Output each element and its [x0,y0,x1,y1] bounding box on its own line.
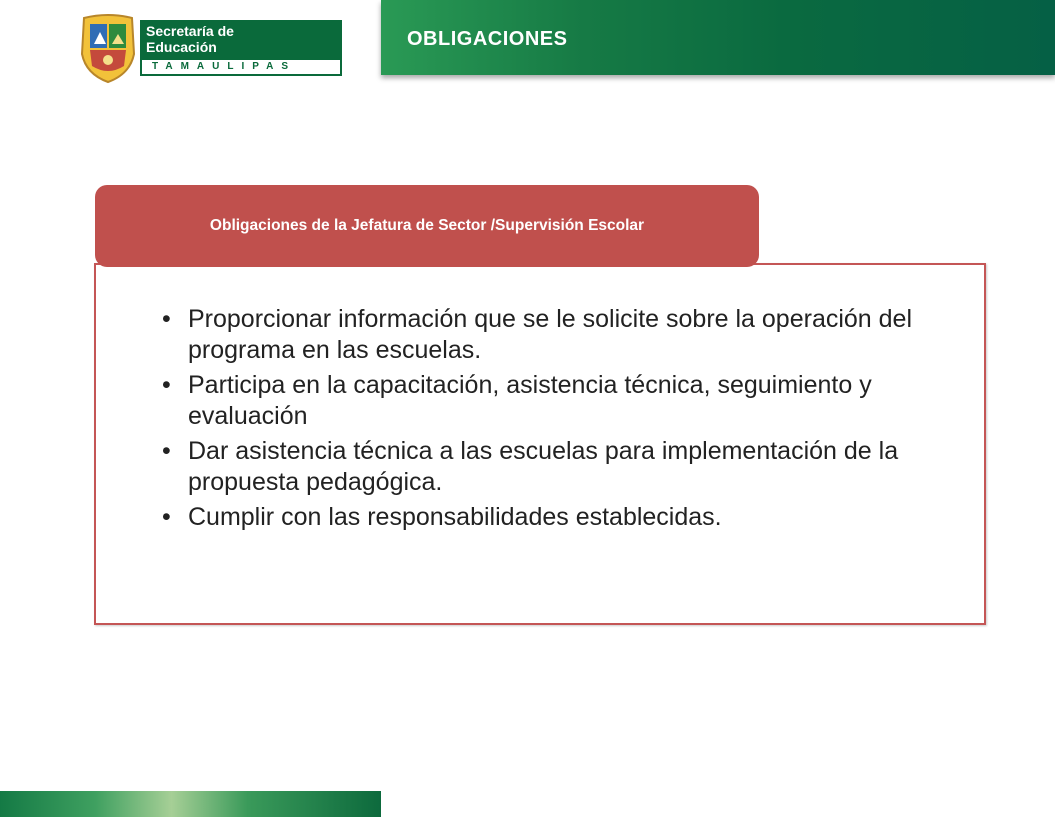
header-bar [381,0,1055,75]
list-item: • Proporcionar información que se le solicite sobre la operación del programa en las escuelas. [160,304,960,366]
brand-subline: TAMAULIPAS [140,60,342,76]
footer-bar [0,791,381,817]
brand-box [140,20,342,76]
brand-line1: Secretaría de [146,23,234,39]
page-title: OBLIGACIONES [407,28,568,50]
tamaulipas-seal-icon [78,14,138,84]
obligations-list [160,304,960,537]
list-item: • Dar asistencia técnica a las escuelas para implementación de la propuesta pedagógica. [160,436,960,498]
section-tab-title: Obligaciones de la Jefatura de Sector /Supervisión Escolar [95,185,759,267]
brand-line2: Educación [146,39,217,55]
list-item: • Participa en la capacitación, asistencia técnica, seguimiento y evaluación [160,370,960,432]
list-item: • Cumplir con las responsabilidades establecidas. [160,502,960,533]
secretaria-logo [78,14,297,86]
